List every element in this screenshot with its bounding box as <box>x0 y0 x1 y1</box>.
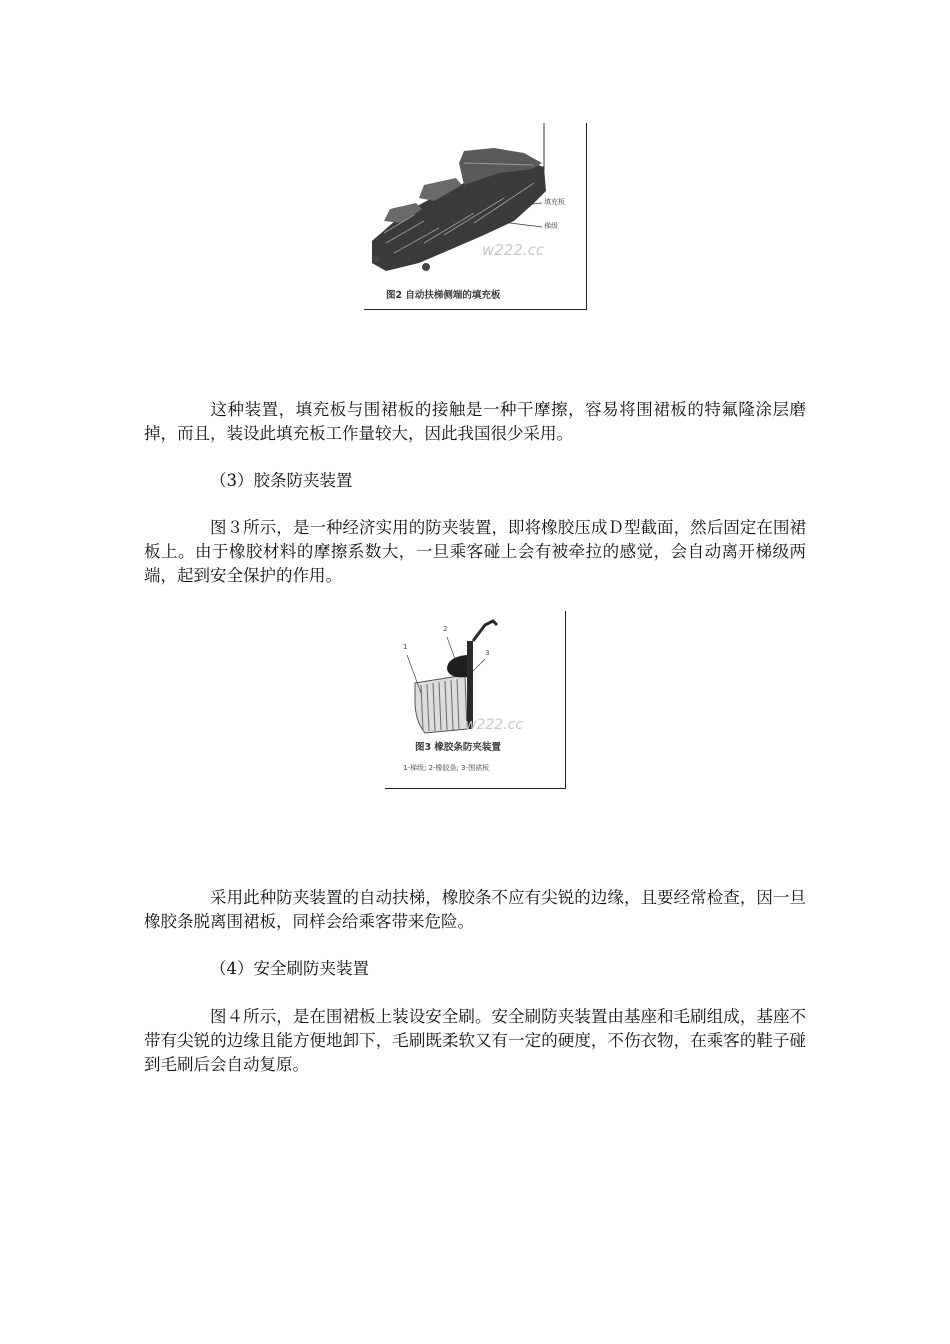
label-num-1: 1 <box>403 643 408 651</box>
heading-rubber-strip: （3）胶条防夹装置 <box>210 471 353 490</box>
label-num-2: 2 <box>443 625 448 633</box>
paragraph-4: 图４所示，是在围裙板上装设安全刷。安全刷防夹装置由基座和毛刷组成，基座不带有尖锐的边缘且能方便地卸下，毛刷既柔软又有一定的硬度，不伤衣物，在乘客的鞋子碰到毛刷后会自动复原。 <box>144 1007 806 1074</box>
paragraph-1: 这种装置，填充板与围裙板的接触是一种干摩擦，容易将围裙板的特氟隆涂层磨掉，而且，装设此填充板工作量较大，因此我国很少采用。 <box>144 400 806 443</box>
label-step: 梯级 <box>544 222 558 230</box>
figure-2-caption: 图2 自动扶梯侧端的填充板 <box>386 290 501 301</box>
watermark: w222.cc <box>465 717 524 733</box>
figure-3-legend: 1-梯级; 2-橡胶条; 3-围裙板 <box>403 764 490 772</box>
escalator-fill-plate-illustration <box>364 123 586 309</box>
figure-2-fill-plate <box>364 123 587 310</box>
paragraph-3: 采用此种防夹装置的自动扶梯，橡胶条不应有尖锐的边缘，且要经常检查，因一旦橡胶条脱离围裙板，同样会给乘客带来危险。 <box>144 888 806 931</box>
label-num-3: 3 <box>485 649 490 657</box>
figure-3-caption: 图3 橡胶条防夹装置 <box>415 742 501 753</box>
paragraph-2: 图３所示，是一种经济实用的防夹装置，即将橡胶压成Ｄ型截面，然后固定在围裙板上。由于橡胶材料的摩擦系数大，一旦乘客碰上会有被牵拉的感觉，会自动离开梯级两端，起到安全保护的作用。 <box>144 518 806 585</box>
rubber-strip-illustration <box>385 611 565 788</box>
heading-safety-brush: （4）安全刷防夹装置 <box>210 959 369 978</box>
label-fill-plate: 填充板 <box>544 198 565 206</box>
figure-3-rubber-strip <box>385 611 566 789</box>
watermark: w222.cc <box>482 241 545 259</box>
